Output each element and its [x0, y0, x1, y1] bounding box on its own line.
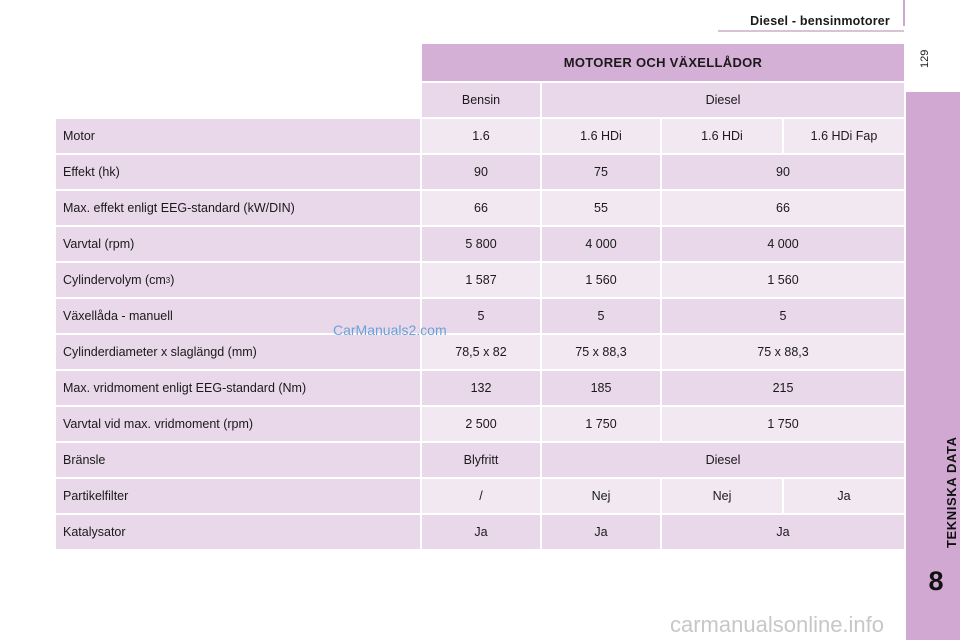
table-cell: 1 560: [662, 263, 904, 297]
table-cell: 1.6 HDi: [542, 119, 660, 153]
table-cell: Diesel: [542, 443, 904, 477]
group-header-diesel: Diesel: [542, 83, 904, 117]
table-cell: 4 000: [662, 227, 904, 261]
table-cell: Ja: [784, 479, 904, 513]
row-label-particle-filter: Partikelfilter: [56, 479, 420, 513]
table-cell: 5: [542, 299, 660, 333]
row-label-max-power: Max. effekt enligt EEG-standard (kW/DIN): [56, 191, 420, 225]
table-cell: 75: [542, 155, 660, 189]
table-cell: 78,5 x 82: [422, 335, 540, 369]
group-header-petrol: Bensin: [422, 83, 540, 117]
row-label-displacement-end: ): [170, 273, 175, 287]
page-number: 129: [919, 49, 931, 68]
table-cell: 90: [662, 155, 904, 189]
table-cell: 132: [422, 371, 540, 405]
chapter-side-label: TEKNISKA DATA: [944, 436, 959, 548]
table-cell: 75 x 88,3: [542, 335, 660, 369]
table-cell: 5: [662, 299, 904, 333]
watermark-footer: carmanualsonline.info: [670, 612, 885, 637]
table-cell: 75 x 88,3: [662, 335, 904, 369]
row-label-fuel: Bränsle: [56, 443, 420, 477]
table-cell: 215: [662, 371, 904, 405]
table-cell: 1.6: [422, 119, 540, 153]
table-cell: 55: [542, 191, 660, 225]
row-label-catalyst: Katalysator: [56, 515, 420, 549]
row-label-power: Effekt (hk): [56, 155, 420, 189]
chapter-side-tab: [906, 92, 960, 640]
table-cell: 1.6 HDi Fap: [784, 119, 904, 153]
chapter-number: 8: [928, 566, 944, 596]
row-label-displacement: [56, 263, 420, 297]
table-cell: 2 500: [422, 407, 540, 441]
table-cell: Ja: [662, 515, 904, 549]
table-cell: Ja: [542, 515, 660, 549]
row-label-gearbox: Växellåda - manuell: [56, 299, 420, 333]
table-cell: Ja: [422, 515, 540, 549]
row-label-motor: Motor: [56, 119, 420, 153]
table-cell: /: [422, 479, 540, 513]
table-title: MOTORER OCH VÄXELLÅDOR: [422, 44, 904, 81]
table-cell: 5: [422, 299, 540, 333]
row-label-displacement-text: Cylindervolym (cm: [63, 273, 166, 287]
watermark-link[interactable]: CarManuals2.com: [333, 322, 447, 338]
table-cell: 1 560: [542, 263, 660, 297]
top-sliver: [903, 0, 905, 26]
superscript-3: 3: [165, 275, 171, 285]
row-label-rpm: Varvtal (rpm): [56, 227, 420, 261]
table-cell: 1.6 HDi: [662, 119, 782, 153]
header-rule: [718, 30, 904, 32]
table-cell: 5 800: [422, 227, 540, 261]
engine-gearbox-table: [56, 44, 904, 558]
table-cell: 185: [542, 371, 660, 405]
row-label-bore-stroke: Cylinderdiameter x slaglängd (mm): [56, 335, 420, 369]
table-cell: 66: [662, 191, 904, 225]
row-label-torque-rpm: Varvtal vid max. vridmoment (rpm): [56, 407, 420, 441]
table-cell: 66: [422, 191, 540, 225]
table-cell: 1 750: [542, 407, 660, 441]
table-cell: 90: [422, 155, 540, 189]
table-cell: 4 000: [542, 227, 660, 261]
row-label-torque: Max. vridmoment enligt EEG-standard (Nm): [56, 371, 420, 405]
table-cell: Nej: [542, 479, 660, 513]
table-cell: 1 750: [662, 407, 904, 441]
header-title: Diesel - bensinmotorer: [750, 14, 890, 28]
table-cell: Blyfritt: [422, 443, 540, 477]
table-cell: 1 587: [422, 263, 540, 297]
table-cell: Nej: [662, 479, 782, 513]
